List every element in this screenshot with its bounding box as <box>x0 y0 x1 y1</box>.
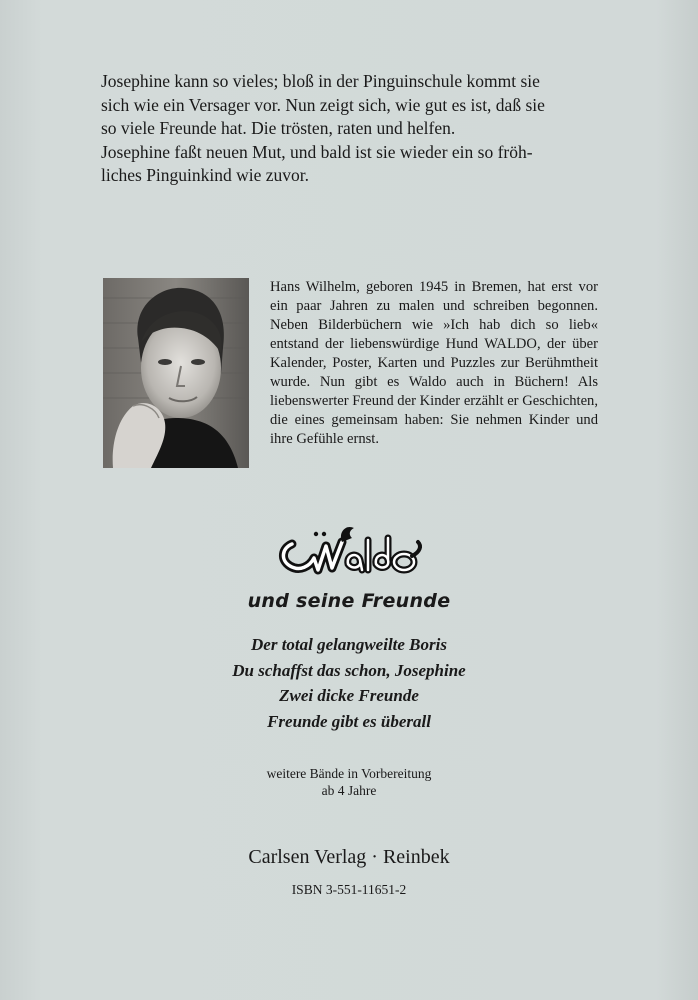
author-portrait-image <box>103 278 249 468</box>
book-title: Du schaffst das schon, Josephine <box>232 660 466 680</box>
author-photo <box>103 278 249 468</box>
book-title: Der total gelangweilte Boris <box>251 635 447 654</box>
blurb-line: Josephine faßt neuen Mut, und bald ist sie wieder ein so fröh- <box>101 141 533 162</box>
publisher: Carlsen Verlag · Reinbek <box>248 846 450 868</box>
more-volumes-text: weitere Bände in Vorbereitung <box>266 766 432 781</box>
waldo-logo <box>274 520 424 580</box>
age-recommendation: ab 4 Jahre <box>321 783 377 798</box>
more-volumes-note <box>0 765 698 799</box>
book-title-list <box>0 632 698 734</box>
blurb-line: liches Pinguinkind wie zuvor. <box>101 165 310 185</box>
blurb-line: Josephine kann so vieles; bloß in der Pinguinschule kommt sie <box>101 71 540 91</box>
book-title: Freunde gibt es überall <box>267 711 431 731</box>
author-bio: Hans Wilhelm, geboren 1945 in Bremen, hat erst vor ein paar Jahren zu malen und schreiben begonnen. Neben Bilderbüchern wie »Ich hab dich so lieb« entstand der liebenswürdige Hund WALDO, der über Kalender, Poster, Karten und Puzzles zur Berühmtheit wurde. Nun gibt es Waldo auch in Büchern! Als liebenswerter Freund der Kinder erzählt er Geschichten, die eines gemeinsam haben: Sie nehmen Kinder und ihre Gefühle ernst. <box>270 279 598 447</box>
blurb-line: sich wie ein Versager vor. Nun zeigt sich, wie gut es ist, daß sie <box>101 94 545 115</box>
book-title: Zwei dicke Freunde <box>279 686 419 705</box>
blurb-line: so viele Freunde hat. Die trösten, raten und helfen. <box>101 118 456 138</box>
isbn: ISBN 3-551-11651-2 <box>291 882 407 897</box>
blurb-text <box>101 70 621 188</box>
series-title: und seine Freunde <box>247 590 451 612</box>
